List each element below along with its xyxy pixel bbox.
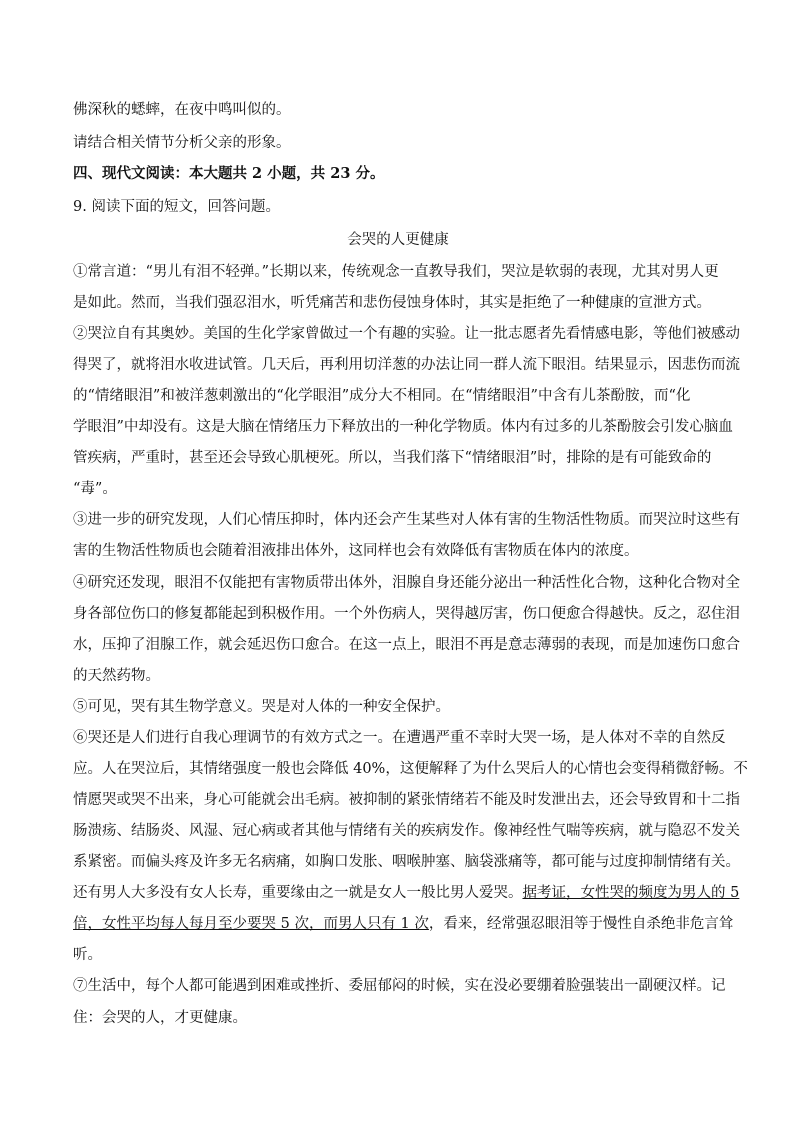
paragraph-6-line: ⑥哭还是人们进行自我心理调节的有效方式之一。在遭遇严重不幸时大哭一场，是人体对不幸的自然反 (73, 730, 726, 746)
text-line: 佛深秋的蟋蟀，在夜中鸣叫似的。 (73, 102, 291, 118)
paragraph-6-line (73, 914, 734, 934)
paragraph-6-line: 应。人在哭泣后，其情绪强度一般也会降低 40%，这便解释了为什么哭后人的心情也会变得稍微舒畅。不 (73, 761, 748, 777)
paragraph-6-line (73, 883, 740, 903)
text-segment: 还有男人大多没有女人长寿，重要缘由之一就是女人一般比男人爱哭。 (73, 885, 523, 901)
underlined-text: 据考证，女性哭的频度为男人的 5 (522, 885, 740, 901)
paragraph-4-line: 身各部位伤口的修复都能起到积极作用。一个外伤病人，哭得越厉害，伤口便愈合得越快。反之，忍住泪 (73, 606, 740, 622)
paragraph-7-line: 住：会哭的人，才更健康。 (73, 1010, 247, 1026)
paragraph-6-line: 系紧密。而偏头疼及许多无名病痛，如胸口发胀、咽喉肿塞、脑袋涨痛等，都可能与过度抑制情绪有关。 (73, 854, 740, 870)
paragraph-3-line: 害的生物活性物质也会随着泪液排出体外，这同样也会有效降低有害物质在体内的浓度。 (73, 543, 639, 559)
paragraph-2-line: “毒”。 (73, 481, 117, 497)
paragraph-4-line: 的天然药物。 (73, 668, 160, 684)
paragraph-1-line: 是如此。然而，当我们强忍泪水，听凭痛苦和悲伤侵蚀身体时，其实是拒绝了一种健康的宣泄方式。 (73, 295, 711, 311)
paragraph-3-line: ③进一步的研究发现，人们心情压抑时，体内还会产生某些对人体有害的生物活性物质。而哭泣时这些有 (73, 512, 740, 528)
question-prompt: 请结合相关情节分析父亲的形象。 (73, 135, 291, 151)
paragraph-2-line: ②哭泣自有其奥妙。美国的生化学家曾做过一个有趣的实验。让一批志愿者先看情感电影，等他们被感动 (73, 326, 740, 342)
section-header: 四、现代文阅读：本大题共 2 小题，共 23 分。 (73, 165, 385, 182)
paragraph-6-line: 情愿哭或哭不出来，身心可能就会出毛病。被抑制的紧张情绪若不能及时发泄出去，还会导致胃和十二指 (73, 792, 740, 808)
paragraph-2-line: 管疾病，严重时，甚至还会导致心肌梗死。所以，当我们落下“情绪眼泪”时，排除的是有可能致命的 (73, 450, 712, 466)
article-title: 会哭的人更健康 (347, 232, 449, 248)
question-number: 9. 阅读下面的短文，回答问题。 (73, 199, 280, 215)
paragraph-6-line: 肠溃疡、结肠炎、风湿、冠心病或者其他与情绪有关的疾病发作。像神经性气喘等疾病，就与隐忍不发关 (73, 823, 740, 839)
underlined-text: 倍，女性平均每人每月至少要哭 5 次，而男人只有 1 次 (73, 916, 429, 932)
paragraph-6-line: 听。 (73, 947, 102, 963)
paragraph-4-line: 水，压抑了泪腺工作，就会延迟伤口愈合。在这一点上，眼泪不再是意志薄弱的表现，而是加速伤口愈合 (73, 637, 740, 653)
paragraph-4-line: ④研究还发现，眼泪不仅能把有害物质带出体外，泪腺自身还能分泌出一种活性化合物，这种化合物对全 (73, 575, 740, 591)
paragraph-2-line: 学眼泪”中却没有。这是大脑在情绪压力下释放出的一种化学物质。体内有过多的儿茶酚胺会引发心脑血 (73, 419, 733, 435)
paragraph-2-line: 得哭了，就将泪水收进试管。几天后，再利用切洋葱的办法让同一群人流下眼泪。结果显示，因悲伤而流 (73, 357, 740, 373)
paragraph-2-line: 的“情绪眼泪”和被洋葱刺激出的“化学眼泪”成分大不相同。在“情绪眼泪”中含有儿茶酚胺，而“化 (73, 388, 691, 404)
paragraph-5: ⑤可见，哭有其生物学意义。哭是对人体的一种安全保护。 (73, 699, 450, 715)
text-segment: ，看来，经常强忍眼泪等于慢性自杀绝非危言耸 (428, 916, 734, 932)
paragraph-7-line: ⑦生活中，每个人都可能遇到困难或挫折、委屈郁闷的时候，实在没必要绷着脸强装出一副硬汉样。记 (73, 978, 726, 994)
paragraph-1-line: ①常言道：“男儿有泪不轻弹。”长期以来，传统观念一直教导我们，哭泣是软弱的表现，尤其对男人更 (73, 264, 719, 280)
